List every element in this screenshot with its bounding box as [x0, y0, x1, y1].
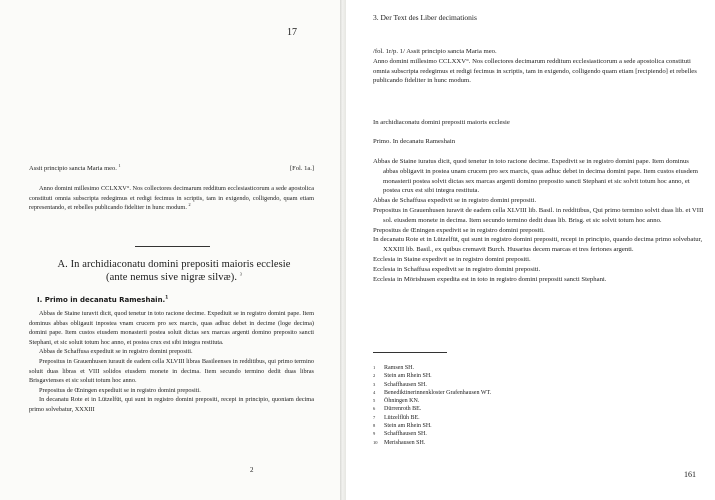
- incipit-row: [29, 164, 314, 174]
- footnote: 6 Dürrenroth BE.: [373, 406, 422, 413]
- footnote: 7 Lützelflüh BE.: [373, 414, 420, 421]
- entry: Prepositus in Grauenhusen iuravit de eadem cella XLVIII lib. Basil. in redditibus, Qui primo termino solvit duas lib. et VIII sol. eiusdem monete in decima. Item secundo termino dedit duas lib. Brisg. et sic solvit totum hoc anno.: [373, 206, 704, 224]
- folio-ref: [Fol. 1a.]: [289, 165, 314, 172]
- entry: Abbas de Schaffusa expedivit se in registro domini prepositi.: [373, 197, 537, 205]
- left-paragraph: In decanatu Rote et in Lützelfüt, qui sunt in registro domini prepositi, recepi in principio, quoniam decima primo solvebatur, XXXIII: [29, 396, 314, 413]
- footnote: 1 Ramsen SH.: [373, 365, 414, 371]
- entry: Ecclesia in Schaffusa expedivit se in registro domini prepositi.: [373, 265, 541, 273]
- section-heading: [29, 258, 319, 284]
- heading-line-1: A. In archidiaconatu domini prepositi maioris ecclesie: [57, 259, 291, 270]
- footnote: 4 Benediktinerinnenkloster Grafenhausen WT.: [373, 389, 492, 396]
- footnote: 5 Öhningen KN.: [373, 398, 420, 405]
- intro-line: Anno domini millesimo CCLXXV°. Nos collectores decimarum redditum ecclesiasticorum a sede apostolica constituti omnia subscripta redegimus et redigi fecimus in scriptis, tam in exigendo, colligendo quam etiam [recipiendo] et rebelles publicando fideliter in hunc modum.: [373, 57, 697, 85]
- left-paragraph: Prepositus de Œningen expediuit se in registro domini prepositi.: [39, 386, 201, 394]
- incipit: Assit principio sancta Maria meo. $^1$: [29, 162, 121, 172]
- left-paragraph: Abbas de Staine iuravit dicit, quod tenetur in toto racione decime. Expediuit se in registro domini pape. Item dominus abbas obligauit inpostea vnam crucem pro sex marcis, quas adhuc debet in decime (loge decima) domini pape. Item custos eiusdem monasterii postea soluit dictas sex marcas argenti domino preposito sancti Stephani, et sic soluit totum hoc anno, et postea crux est sibi integra restituta.: [29, 310, 314, 346]
- entry: Ecclesia in Staine expedivit se in registro domini prepositi.: [373, 255, 531, 263]
- footnote: 10 Merishausen SH.: [373, 439, 426, 446]
- footnote: 9 Schaffhausen SH.: [373, 431, 427, 438]
- left-page-number: 17: [287, 27, 297, 38]
- entry: Prepositus de Œningen expedivit se in registro domini prepositi.: [373, 226, 545, 234]
- entries: [373, 157, 705, 284]
- entry: In decanatu Rote et in Lützelfüt, qui sunt in registro domini prepositi, recepi in principio, quando decima primo solvebatur, XXXIII lib. Basil., ex quibus cremavit Burch. Husarius decem marcas et tres fertones argenti.: [373, 236, 703, 254]
- signature-mark: 2: [250, 466, 254, 474]
- footnote-rule: [373, 352, 447, 353]
- footnote: 8 Stein am Rhein SH.: [373, 423, 432, 430]
- left-paragraph: Prepositus in Grauenhusen iurauit de eadem cella XLVIII libras Basileenses in redditibus, qui primo termino soluit duas libras et VIII solidos eiusdem monete in decima. Item secundo termino dedit duas libras Brisgavienses et sic soluit totum hoc anno.: [29, 357, 314, 385]
- left-page: [0, 0, 340, 500]
- heading-line-2: (ante nemus sive nigræ silvæ). $^3$: [106, 271, 242, 283]
- section-divider: [135, 246, 210, 247]
- right-page-number: 161: [684, 470, 696, 479]
- intro-block: [373, 47, 703, 86]
- entry: Ecclesia in Mörishusen expedita est in toto in registro domini prepositi sancti Stephani.: [373, 275, 607, 283]
- left-body: [29, 309, 314, 415]
- primo-line: Primo. In decanatu Rameshain: [373, 138, 456, 145]
- right-page: [346, 0, 715, 500]
- archidiaconatu-line: In archidiaconatu domini prepositi maioris ecclesie: [373, 119, 510, 126]
- running-head: 3. Der Text des Liber decimationis: [373, 13, 477, 22]
- footnotes: [373, 364, 491, 447]
- footnote: 3 Schaffhausen SH.: [373, 381, 427, 388]
- left-paragraph: Abbas de Schaffusa expediuit se in registro domini prepositi.: [39, 348, 193, 356]
- anno-paragraph: Anno domini millesimo CCLXXV°. Nos collectores decimarum redditum ecclesiasticorum a sede apostolica constituti omnia subscripta redegimus et redigi fecimus in scriptis, tam in exigendo, colligendo, quam etiam representando, et rebelles publicando fideliter in hunc modum. $^2$: [29, 185, 314, 212]
- footnote: 2 Stein am Rhein SH.: [373, 373, 432, 380]
- subheading: I. Primo in decanatu Rameshain.$^1$: [37, 294, 169, 304]
- entry: Abbas de Staine iuratus dicit, quod tenetur in toto racione decime. Expedivit se in registro domini pape. Item dominus abbas obligavit in postea unam crucem pro sex marcis, quas adhuc debet in decima domini pape. Item custos eiusdem monasterii postea solvit dictas sex marcas argenti domino preposito sancti Stephani et sic solvit totum hoc anno, et postea crux est sibi integra restituta.: [373, 158, 698, 195]
- intro-line: /fol. 1r/p. 1/ Assit principio sancta Maria meo.: [373, 48, 497, 55]
